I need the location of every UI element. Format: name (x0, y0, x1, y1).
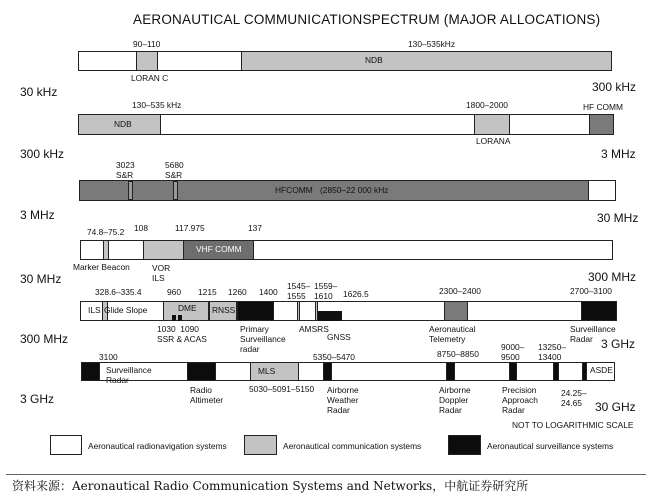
marker-beacon-label: Marker Beacon (73, 262, 130, 272)
asde-label: ASDE (590, 365, 613, 375)
band4-start: 30 MHz (20, 272, 62, 286)
band6-bar (81, 362, 615, 381)
s-and-r-5680-marker (173, 181, 178, 200)
legend-label-communication: Aeronautical communication systems (283, 441, 422, 451)
band4-label-108: 108 (134, 223, 148, 233)
band3-label-5680: 5680 S&R (165, 160, 184, 180)
band5-label-2300: 2300–2400 (439, 286, 481, 296)
precision-approach-radar-segment (509, 362, 517, 381)
band2-label-hf-comm: HF COMM (583, 102, 624, 112)
band2-label-130-535: 130–535 kHz (132, 100, 182, 110)
band2-label-1800-2000: 1800–2000 (466, 100, 508, 110)
primary-surveillance-radar-segment (237, 301, 274, 321)
vor-ils-label: VOR ILS (152, 263, 171, 283)
band6-end: 30 GHz (595, 400, 636, 414)
scale-note: NOT TO LOGARITHMIC SCALE (512, 420, 634, 430)
legend-swatch-surveillance (448, 435, 481, 455)
primary-surveillance-radar-label: Primary Surveillance radar (240, 324, 286, 354)
ils-label: ILS (88, 305, 101, 315)
band6-label-5030: 5030–5091–5150 (249, 384, 315, 394)
band2-start: 300 kHz (20, 147, 65, 161)
ssr-1030-marker (172, 315, 176, 321)
diagram-title: AERONAUTICAL COMMUNICATIONSPECTRUM (MAJOR ALLOCATIONS) (133, 12, 601, 27)
band6-13250-segment (553, 362, 559, 381)
band4-label-137: 137 (248, 223, 262, 233)
lorana-label: LORANA (476, 136, 511, 146)
source-note: 资料来源：Aeronautical Radio Communication Systems and Networks，中航证券研究所 (12, 479, 529, 493)
band6-label-8750: 8750–8850 (437, 349, 479, 359)
band5-label-1626-5: 1626.5 (343, 289, 369, 299)
band3-end: 30 MHz (597, 211, 639, 225)
surveillance-radar-label-band5: Surveillance Radar (570, 324, 616, 344)
source-divider (6, 474, 646, 475)
band4-label-117-975: 117.975 (175, 223, 205, 233)
band6-label-13250: 13250– 13400 (538, 342, 566, 362)
airborne-weather-radar-segment (323, 362, 332, 381)
acas-1090-marker (178, 315, 182, 321)
loran-c-segment (136, 51, 158, 71)
band4-label-74-8: 74.8–75.2 (87, 227, 125, 237)
airborne-doppler-radar-segment (446, 362, 455, 381)
amsrs-label: AMSRS (299, 324, 329, 334)
surveillance-radar-segment-band5 (581, 301, 617, 321)
band6-label-9000: 9000– 9500 (501, 342, 525, 362)
amsrs-segment-1 (297, 301, 300, 321)
asde-segment (582, 362, 587, 381)
ssr-acas-label: 1030 1090 SSR & ACAS (157, 324, 207, 344)
band6-label-24-25: 24.25– 24.65 (561, 388, 587, 408)
gnss-label: GNSS (327, 332, 351, 342)
vor-ils-segment (143, 240, 184, 260)
band4-end: 300 MHz (588, 270, 637, 284)
loran-c-label: LORAN C (131, 73, 169, 83)
band5-bar (80, 301, 617, 321)
hfcomm-label: HFCOMM (275, 185, 313, 195)
hfcomm-detail: (2850–22 000 kHz (320, 185, 389, 195)
mls-label: MLS (258, 366, 276, 376)
s-and-r-3023-marker (128, 181, 133, 200)
band5-label-1559: 1559– 1610 (314, 281, 338, 301)
surveillance-radar-segment-band6 (81, 362, 100, 381)
legend-swatch-navigation (50, 435, 82, 455)
hf-comm-segment-band2 (589, 114, 614, 135)
band1-label-90-110: 90–110 (133, 39, 161, 49)
band3-label-3023: 3023 S&R (116, 160, 135, 180)
band5-label-1260: 1260 (228, 287, 247, 297)
aeronautical-telemetry-label: Aeronautical Telemetry (429, 324, 476, 344)
band5-label-2700: 2700–3100 (570, 286, 612, 296)
glide-slope-label: Glide Slope (104, 305, 148, 315)
legend-label-navigation: Aeronautical radionavigation systems (88, 441, 227, 451)
lorana-segment (474, 114, 510, 135)
band2-end: 3 MHz (601, 147, 636, 161)
surveillance-radar-label-band6: Surveillance Radar (106, 365, 152, 385)
dme-label: DME (178, 303, 197, 313)
gnss-segment (318, 311, 342, 321)
legend-swatch-communication (244, 435, 277, 455)
precision-approach-radar-label: Precision Approach Radar (502, 385, 538, 415)
band5-label-1545: 1545– 1555 (287, 281, 311, 301)
marker-beacon-segment (103, 240, 109, 260)
airborne-doppler-radar-label: Airborne Doppler Radar (439, 385, 471, 415)
band1-label-130-535: 130–535kHz (408, 39, 456, 49)
ndb-segment-1 (241, 51, 612, 71)
aeronautical-telemetry-segment (444, 301, 468, 321)
vhf-comm-label: VHF COMM (196, 244, 242, 254)
legend-label-surveillance: Aeronautical surveillance systems (487, 441, 614, 451)
band5-label-1400: 1400 (259, 287, 278, 297)
ndb-label-1: NDB (365, 55, 383, 65)
band5-end: 3 GHz (601, 337, 636, 351)
band6-start: 3 GHz (20, 392, 55, 406)
band6-label-3100: 3100 (99, 352, 118, 362)
band1-end: 300 kHz (592, 80, 637, 94)
rnss-label: RNSS (212, 305, 236, 315)
radio-altimeter-segment (187, 362, 216, 381)
band5-label-1215: 1215 (198, 287, 217, 297)
band5-start: 300 MHz (20, 332, 69, 346)
band6-label-5350: 5350–5470 (313, 352, 355, 362)
band5-label-960: 960 (167, 287, 181, 297)
band5-label-328-6: 328.6–335.4 (95, 287, 142, 297)
band1-start: 30 kHz (20, 85, 58, 99)
airborne-weather-radar-label: Airborne Weather Radar (327, 385, 359, 415)
ndb-label-2: NDB (114, 119, 132, 129)
band3-start: 3 MHz (20, 208, 55, 222)
radio-altimeter-label: Radio Altimeter (190, 385, 224, 405)
